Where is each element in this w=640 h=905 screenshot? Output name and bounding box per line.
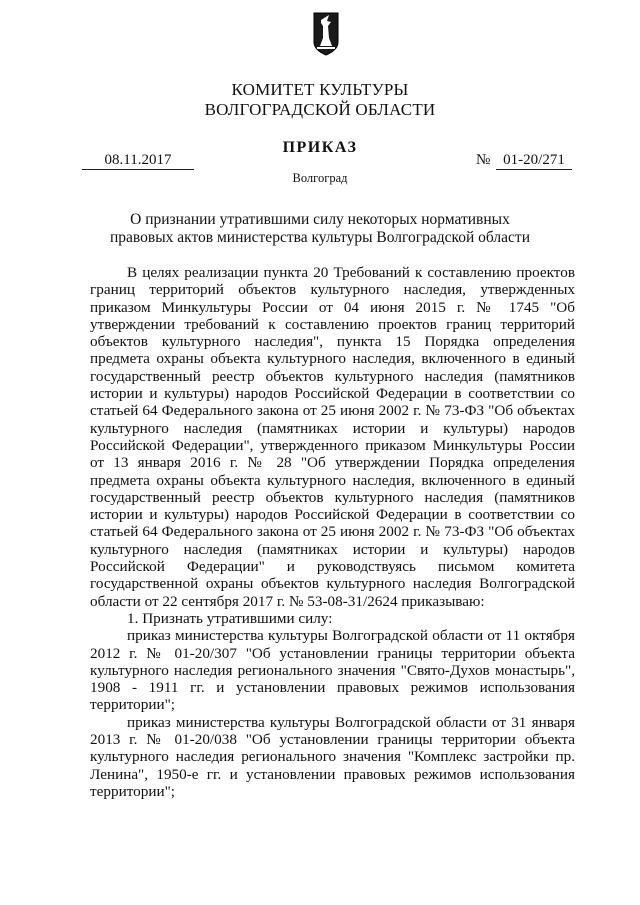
document-type: ПРИКАЗ [282, 139, 358, 156]
organization-name-line1: КОМИТЕТ КУЛЬТУРЫ [231, 80, 409, 99]
document-body [90, 264, 575, 800]
number-sign: № [476, 152, 491, 168]
clause-1-heading: 1. Признать утратившими силу: [127, 609, 333, 627]
preamble-paragraph: В целях реализации пункта 20 Требований к составлению проектов границ территорий объектов культурного наследия, утвержденных приказом Минкультуры России от 04 июня 2015 г. № 1745 "Об утверждении требований к составлению проектов границ территорий объектов культурного наследия", пункта 15 Порядка определения предмета охраны объекта культурного наследия, включенного в единый государственный реестр объектов культурного наследия (памятников истории и культуры) народов Российской Федерации в соответствии со статьей 64 Федерального закона от 25 июня 2002 г. № 73-ФЗ "Об объектах культурного наследия (памятниках истории и культуры) народов Российской Федерации", утвержденного приказом Минкультуры России от 13 января 2016 г. № 28 "Об утверждении Порядка определения предмета охраны объекта культурного наследия, включенного в единый государственный реестр объектов культурного наследия (памятников истории и культуры) народов Российской Федерации в соответствии со статьей 64 Федерального закона от 25 июня 2002 г. № 73-ФЗ "Об объектах культурного наследия (памятниках истории и культуры) народов Российской Федерации" и руководствуясь письмом комитета государственной охраны объектов культурного наследия Волгоградской области от 22 сентября 2017 г. № 53-08-31/2624 приказываю: [90, 264, 575, 610]
document-date: 08.11.2017 [82, 151, 194, 170]
document-subject: О признании утратившими силу некоторых нормативных правовых актов министерства культуры Волгоградской области [110, 211, 530, 246]
volgograd-emblem-icon [313, 12, 339, 56]
clause-1-subitem-2: приказ министерства культуры Волгоградской области от 31 января 2013 г. № 01-20/038 "Об установлении границы территории объекта культурного наследия регионального значения "Комплекс застройки пр. Ленина", 1950-е гг. и установлении правовых режимов использования территории"; [90, 713, 575, 800]
document-city: Волгоград [292, 171, 348, 185]
document-number: 01-20/271 [496, 151, 572, 170]
organization-name-line2: ВОЛГОГРАДСКОЙ ОБЛАСТИ [204, 100, 436, 119]
clause-1-subitem-1: приказ министерства культуры Волгоградской области от 11 октября 2012 г. № 01-20/307 "Об установлении границы территории объекта культурного наследия регионального значения "Свято-Духов монастырь", 1908 - 1911 гг. и установлении правовых режимов использования территории"; [90, 627, 575, 714]
